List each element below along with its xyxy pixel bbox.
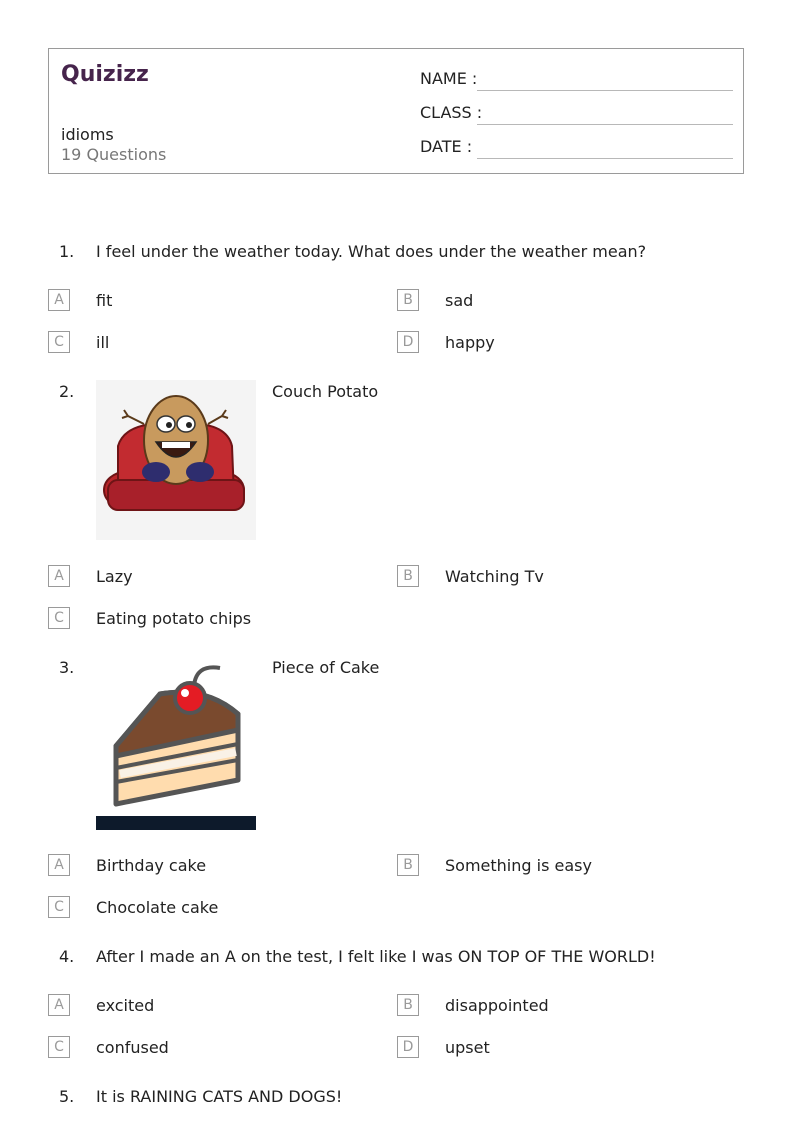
question-text: Piece of Cake <box>272 658 380 677</box>
option-text[interactable]: Eating potato chips <box>96 609 252 628</box>
option-letter-box[interactable]: B <box>397 854 419 876</box>
couch-potato-image <box>96 380 256 540</box>
date-field[interactable] <box>420 137 472 156</box>
option-text[interactable]: fit <box>96 291 113 310</box>
option-letter-box[interactable]: A <box>48 994 70 1016</box>
worksheet-header <box>48 48 744 174</box>
class-label: CLASS : <box>420 103 483 122</box>
question-number: 4. <box>59 947 75 966</box>
option-text[interactable]: ill <box>96 333 110 352</box>
option-letter-box[interactable]: B <box>397 289 419 311</box>
option-letter-box[interactable]: A <box>48 854 70 876</box>
option-letter-box[interactable]: D <box>397 1036 419 1058</box>
option-text[interactable]: Lazy <box>96 567 133 586</box>
option-text[interactable]: Watching Tv <box>445 567 544 586</box>
class-field[interactable] <box>420 103 482 122</box>
option-letter-box[interactable]: C <box>48 331 70 353</box>
option-text[interactable]: happy <box>445 333 495 352</box>
question-text: I feel under the weather today. What does under the weather mean? <box>96 242 647 261</box>
option-letter-box[interactable]: C <box>48 1036 70 1058</box>
name-label: NAME : <box>420 69 478 88</box>
class-line[interactable] <box>477 124 733 125</box>
question-count: 19 Questions <box>61 145 167 164</box>
option-letter-box[interactable]: A <box>48 565 70 587</box>
option-text[interactable]: Birthday cake <box>96 856 207 875</box>
option-text[interactable]: Something is easy <box>445 856 592 875</box>
cake-slice-image <box>96 656 256 830</box>
question-text: Couch Potato <box>272 382 379 401</box>
option-letter-box[interactable]: D <box>397 331 419 353</box>
brand-text: Quizizz <box>61 62 149 87</box>
name-field[interactable] <box>420 69 477 88</box>
question-number: 1. <box>59 242 75 261</box>
option-text[interactable]: sad <box>445 291 474 310</box>
option-letter-box[interactable]: C <box>48 896 70 918</box>
option-text[interactable]: upset <box>445 1038 490 1057</box>
date-label: DATE : <box>420 137 473 156</box>
question-number: 2. <box>59 382 75 401</box>
option-text[interactable]: disappointed <box>445 996 549 1015</box>
question-text: After I made an A on the test, I felt like I was ON TOP OF THE WORLD! <box>96 947 656 966</box>
option-letter-box[interactable]: C <box>48 607 70 629</box>
name-line[interactable] <box>477 90 733 91</box>
option-text[interactable]: excited <box>96 996 155 1015</box>
question-number: 3. <box>59 658 75 677</box>
option-letter-box[interactable]: B <box>397 994 419 1016</box>
option-text[interactable]: confused <box>96 1038 169 1057</box>
quizizz-logo <box>61 57 153 89</box>
option-letter-box[interactable]: B <box>397 565 419 587</box>
question-number: 5. <box>59 1087 75 1106</box>
worksheet-title: idioms <box>61 125 114 144</box>
option-letter-box[interactable]: A <box>48 289 70 311</box>
question-text: It is RAINING CATS AND DOGS! <box>96 1087 343 1106</box>
date-line[interactable] <box>477 158 733 159</box>
option-text[interactable]: Chocolate cake <box>96 898 219 917</box>
